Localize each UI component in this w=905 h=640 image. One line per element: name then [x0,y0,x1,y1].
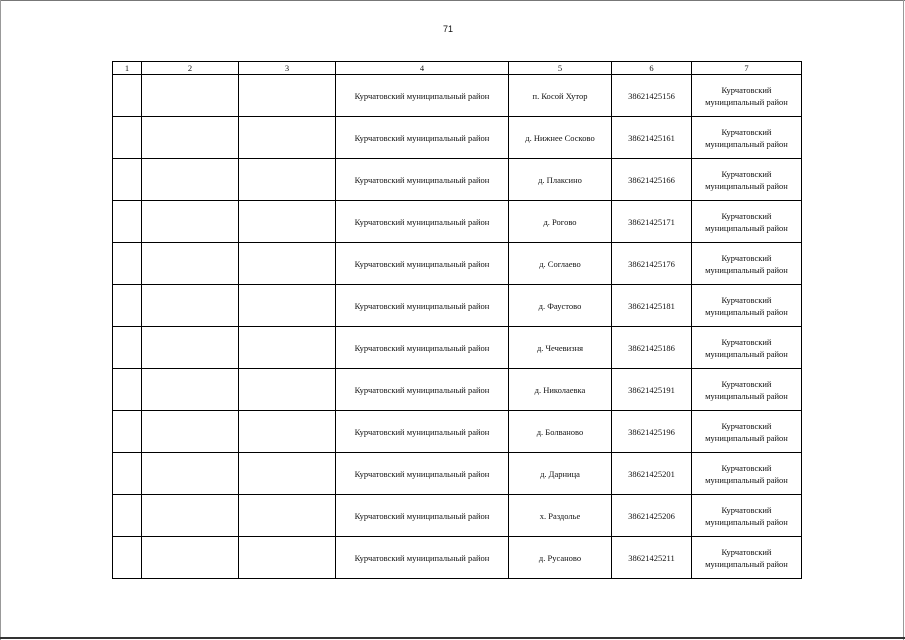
settlement-cell: д. Фаустово [509,285,612,327]
district-cell: Курчатовский муниципальный район [336,243,509,285]
column-header-2: 2 [142,62,239,75]
col3-cell [239,159,336,201]
col3-cell [239,327,336,369]
row-number-cell [113,243,142,285]
oktmo-code-cell: 38621425161 [612,117,692,159]
page-border-bottom [0,637,905,639]
table-body [113,75,802,579]
oktmo-code-cell: 38621425171 [612,201,692,243]
row-number-cell [113,369,142,411]
settlement-cell: д. Нижнее Сосково [509,117,612,159]
municipality-cell [692,159,802,201]
column-header-7: 7 [692,62,802,75]
row-number-cell [113,411,142,453]
municipality-line-1: Курчатовский [721,336,772,347]
col3-cell [239,495,336,537]
municipality-line-2: муниципальный район [705,96,788,107]
municipality-line-2: муниципальный район [705,390,788,401]
table-row [113,537,802,579]
oktmo-code-cell: 38621425166 [612,159,692,201]
oktmo-code-cell: 38621425201 [612,453,692,495]
municipality-cell [692,117,802,159]
district-cell: Курчатовский муниципальный район [336,159,509,201]
municipality-line-1: Курчатовский [721,168,772,179]
oktmo-code-cell: 38621425176 [612,243,692,285]
column-header-1: 1 [113,62,142,75]
table-row [113,117,802,159]
municipality-cell [692,537,802,579]
municipality-line-2: муниципальный район [705,138,788,149]
district-cell: Курчатовский муниципальный район [336,285,509,327]
settlement-cell: д. Плаксино [509,159,612,201]
municipality-cell [692,369,802,411]
oktmo-code-cell: 38621425211 [612,537,692,579]
municipality-cell [692,411,802,453]
col2-cell [142,243,239,285]
district-cell: Курчатовский муниципальный район [336,453,509,495]
table-row [113,327,802,369]
municipality-line-2: муниципальный район [705,306,788,317]
col2-cell [142,159,239,201]
table-row [113,369,802,411]
oktmo-code-cell: 38621425206 [612,495,692,537]
district-cell: Курчатовский муниципальный район [336,327,509,369]
municipality-cell [692,495,802,537]
col2-cell [142,411,239,453]
settlement-cell: д. Николаевка [509,369,612,411]
table-row [113,159,802,201]
column-header-3: 3 [239,62,336,75]
row-number-cell [113,453,142,495]
settlement-cell: х. Раздолье [509,495,612,537]
municipality-line-1: Курчатовский [721,84,772,95]
row-number-cell [113,285,142,327]
municipality-line-2: муниципальный район [705,180,788,191]
column-header-5: 5 [509,62,612,75]
table-header-row [113,62,802,75]
col3-cell [239,75,336,117]
municipality-line-1: Курчатовский [721,210,772,221]
col3-cell [239,369,336,411]
col3-cell [239,201,336,243]
municipality-line-1: Курчатовский [721,420,772,431]
settlement-cell: д. Болваново [509,411,612,453]
col2-cell [142,75,239,117]
district-cell: Курчатовский муниципальный район [336,537,509,579]
municipality-line-1: Курчатовский [721,126,772,137]
municipality-cell [692,285,802,327]
municipality-line-1: Курчатовский [721,462,772,473]
col3-cell [239,453,336,495]
settlement-cell: д. Дарница [509,453,612,495]
oktmo-code-cell: 38621425156 [612,75,692,117]
settlement-cell: д. Рогово [509,201,612,243]
oktmo-code-cell: 38621425191 [612,369,692,411]
district-cell: Курчатовский муниципальный район [336,369,509,411]
col2-cell [142,201,239,243]
municipality-cell [692,327,802,369]
col2-cell [142,117,239,159]
table-row [113,243,802,285]
district-cell: Курчатовский муниципальный район [336,411,509,453]
row-number-cell [113,75,142,117]
oktmo-code-cell: 38621425186 [612,327,692,369]
table-row [113,411,802,453]
page-border-top [0,0,905,1]
district-cell: Курчатовский муниципальный район [336,75,509,117]
municipality-cell [692,75,802,117]
municipality-line-1: Курчатовский [721,504,772,515]
page-border-right [903,0,904,640]
col2-cell [142,495,239,537]
row-number-cell [113,327,142,369]
municipality-line-1: Курчатовский [721,378,772,389]
col3-cell [239,243,336,285]
district-cell: Курчатовский муниципальный район [336,495,509,537]
oktmo-code-cell: 38621425181 [612,285,692,327]
col2-cell [142,453,239,495]
row-number-cell [113,537,142,579]
table-row [113,495,802,537]
row-number-cell [113,117,142,159]
municipality-cell [692,243,802,285]
col2-cell [142,369,239,411]
table-header [113,62,802,75]
district-cell: Курчатовский муниципальный район [336,117,509,159]
municipality-line-2: муниципальный район [705,348,788,359]
municipality-line-1: Курчатовский [721,294,772,305]
table-row [113,285,802,327]
col3-cell [239,117,336,159]
municipality-cell [692,453,802,495]
municipality-line-1: Курчатовский [721,546,772,557]
col2-cell [142,537,239,579]
column-header-4: 4 [336,62,509,75]
column-header-6: 6 [612,62,692,75]
municipality-line-1: Курчатовский [721,252,772,263]
settlement-cell: д. Соглаево [509,243,612,285]
municipality-line-2: муниципальный район [705,264,788,275]
table-row [113,201,802,243]
municipality-line-2: муниципальный район [705,222,788,233]
col2-cell [142,285,239,327]
row-number-cell [113,495,142,537]
row-number-cell [113,201,142,243]
settlement-cell: д. Чечевизня [509,327,612,369]
municipality-line-2: муниципальный район [705,516,788,527]
table-row [113,453,802,495]
col2-cell [142,327,239,369]
col3-cell [239,285,336,327]
district-cell: Курчатовский муниципальный район [336,201,509,243]
municipality-line-2: муниципальный район [705,474,788,485]
table-row [113,75,802,117]
col3-cell [239,411,336,453]
page-border-left [0,0,1,640]
municipality-cell [692,201,802,243]
page-number: 71 [442,24,453,34]
settlement-cell: д. Русаново [509,537,612,579]
municipality-line-2: муниципальный район [705,558,788,569]
row-number-cell [113,159,142,201]
municipality-line-2: муниципальный район [705,432,788,443]
registry-table [112,61,802,579]
col3-cell [239,537,336,579]
settlement-cell: п. Косой Хутор [509,75,612,117]
oktmo-code-cell: 38621425196 [612,411,692,453]
